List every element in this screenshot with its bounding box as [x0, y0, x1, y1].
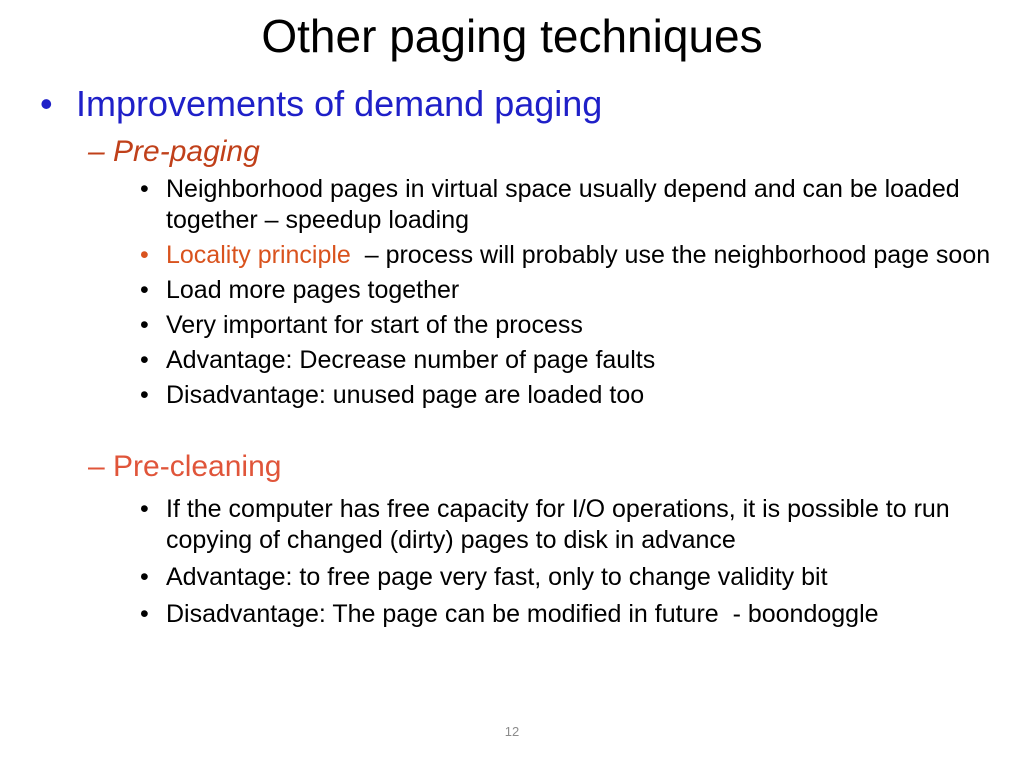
bullet-icon: •	[140, 381, 149, 409]
dash-icon: –	[88, 450, 105, 483]
list-item-text: Very important for start of the process	[166, 311, 583, 339]
prepaging-list	[140, 174, 1000, 415]
bullet-icon: •	[140, 563, 149, 591]
page-number: 12	[504, 724, 520, 739]
bullet-icon: •	[140, 346, 149, 374]
list-item	[140, 345, 1000, 376]
prepaging-heading	[88, 134, 260, 170]
bullet-icon: •	[140, 495, 149, 523]
bullet-icon: •	[140, 175, 149, 203]
list-item	[140, 174, 1000, 236]
prepaging-heading-text: Pre-paging	[113, 135, 260, 168]
list-item	[140, 599, 1010, 630]
precleaning-heading	[88, 449, 281, 485]
locality-principle-highlight: Locality principle	[166, 241, 351, 269]
bullet-icon: •	[140, 311, 149, 339]
list-item-text: Disadvantage: The page can be modified in future - boondoggle	[166, 600, 879, 628]
slide-title: Other paging techniques	[261, 10, 763, 62]
bullet-icon: •	[140, 276, 149, 304]
bullet-icon: •	[140, 241, 149, 269]
list-item-text: Neighborhood pages in virtual space usually depend and can be loaded together – speedup loading	[166, 175, 960, 234]
list-item-text: Advantage: Decrease number of page faults	[166, 346, 656, 374]
list-item-text: If the computer has free capacity for I/O operations, it is possible to run copying of changed (dirty) pages to disk in advance	[166, 495, 950, 554]
level1-text: Improvements of demand paging	[76, 83, 603, 124]
bullet-icon: •	[40, 83, 53, 124]
bullet-icon: •	[140, 600, 149, 628]
list-item	[140, 380, 1000, 411]
precleaning-list	[140, 494, 1010, 634]
list-item	[140, 494, 1010, 556]
precleaning-heading-text: Pre-cleaning	[113, 450, 282, 483]
list-item-text: – process will probably use the neighborhood page soon	[350, 241, 991, 269]
dash-icon: –	[88, 135, 105, 168]
list-item	[140, 240, 1000, 271]
list-item-text: Load more pages together	[166, 276, 460, 304]
list-item	[140, 310, 1000, 341]
level1-item	[40, 82, 602, 126]
list-item	[140, 562, 1010, 593]
list-item	[140, 275, 1000, 306]
list-item-text: Disadvantage: unused page are loaded too	[166, 381, 645, 409]
list-item-text: Advantage: to free page very fast, only to change validity bit	[166, 563, 828, 591]
